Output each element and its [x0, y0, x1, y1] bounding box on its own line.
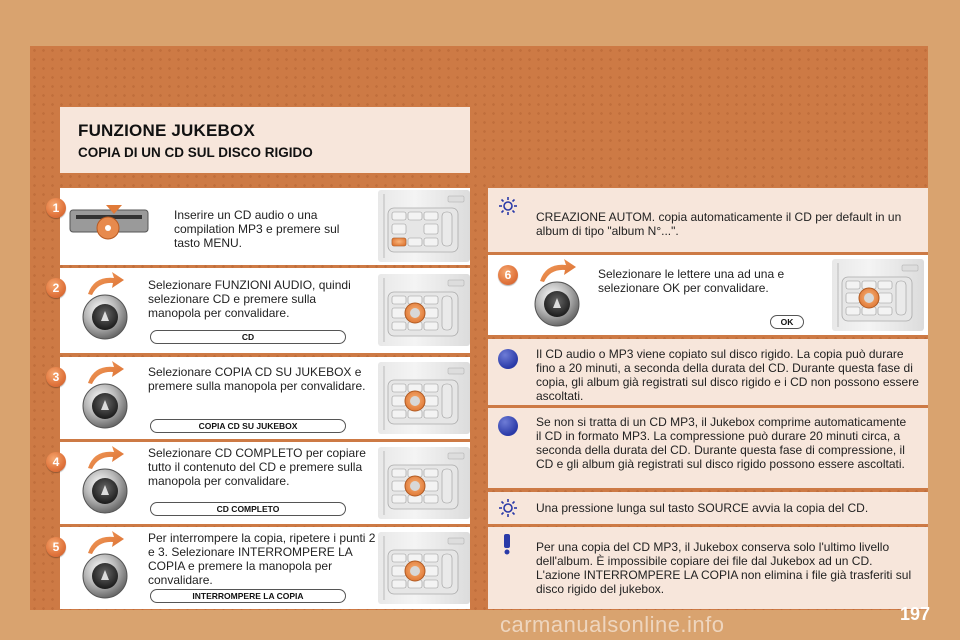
note-text: Se non si tratta di un CD MP3, il Jukebox comprime automaticamente il CD in formato MP3. La compressione può durare 20 minuti circa, a seconda della durata del CD. Durante questa fase di compressione, il CD e gli album già registrati sul disco rigido possono essere ascoltati.: [536, 415, 907, 471]
step-text: Per interrompere la copia, ripetere i punti 2 e 3. Selezionare INTERROMPERE LA COPIA e premere la manopola per convalidare.: [148, 531, 376, 587]
curved-arrow-icon: [84, 359, 126, 385]
page-subtitle: COPIA DI UN CD SUL DISCO RIGIDO: [78, 145, 313, 160]
step-number-badge: 6: [498, 265, 518, 285]
curved-arrow-icon: [84, 444, 126, 470]
step-number-badge: 2: [46, 278, 66, 298]
rotary-knob-icon: [82, 383, 128, 429]
radio-panel-image: [378, 362, 470, 434]
command-label: INTERROMPERE LA COPIA: [150, 589, 346, 603]
step-number-badge: 4: [46, 452, 66, 472]
command-label: CD: [150, 330, 346, 344]
rotary-knob-icon: [82, 294, 128, 340]
note-text: Per una copia del CD MP3, il Jukebox conserva solo l'ultimo livello dell'album. È impossibile copiare dei file dal Jukebox ad un CD. L'azione INTERROMPERE LA COPIA non elimina i file già trasferiti sul disco rigido del jukebox.: [536, 540, 912, 596]
step-text: Selezionare FUNZIONI AUDIO, quindi selezionare CD e premere sulla manopola per convalidare.: [148, 278, 351, 320]
step-card-5: [52, 527, 470, 609]
step-card-4: [52, 442, 470, 524]
title-box: [60, 107, 470, 173]
step-number-badge: 1: [46, 198, 66, 218]
note-card-auto: [488, 188, 928, 252]
curved-arrow-icon: [84, 529, 126, 555]
radio-panel-image: [378, 274, 470, 346]
command-label: COPIA CD SU JUKEBOX: [150, 419, 346, 433]
step-text: Selezionare le lettere una ad una e selezionare OK per convalidare.: [598, 267, 785, 295]
step-text: Selezionare COPIA CD SU JUKEBOX e premere sulla manopola per convalidare.: [148, 365, 366, 393]
note-card-source: [488, 492, 928, 524]
sun-icon: [498, 498, 518, 518]
rotary-knob-icon: [534, 281, 580, 327]
curved-arrow-icon: [536, 257, 578, 283]
sun-icon: [498, 196, 518, 216]
rotary-knob-icon: [82, 468, 128, 514]
step-card-6: [488, 255, 928, 335]
info-dot-icon: [498, 349, 518, 369]
curved-arrow-icon: [84, 270, 126, 296]
page-title: FUNZIONE JUKEBOX: [78, 121, 255, 140]
note-card-copied: [488, 339, 928, 405]
note-text: Una pressione lunga sul tasto SOURCE avvia la copia del CD.: [536, 501, 869, 515]
note-text: CREAZIONE AUTOM. copia automaticamente il CD per default in un album di tipo "album N°...".: [536, 210, 902, 238]
step-text: Inserire un CD audio o una compilation MP3 e premere sul tasto MENU.: [174, 208, 340, 250]
step-card-1: [52, 188, 470, 265]
radio-panel-image: [378, 532, 470, 604]
step-number-badge: 3: [46, 367, 66, 387]
radio-panel-image: [832, 259, 924, 331]
step-text: Selezionare CD COMPLETO per copiare tutto il contenuto del CD e premere sulla manopola per convalidare.: [148, 446, 366, 488]
step-card-3: [52, 357, 470, 439]
exclamation-icon: [500, 533, 514, 555]
page-number: 197: [899, 604, 930, 624]
note-text: Il CD audio o MP3 viene copiato sul disco rigido. La copia può durare fino a 20 minuti, a seconda della durata del CD. Durante questa fase di copia, gli album già registrati sul disco rigido e i CD non possono essere ascoltati.: [536, 347, 919, 403]
step-number-badge: 5: [46, 537, 66, 557]
info-dot-icon: [498, 416, 518, 436]
radio-panel-image: [378, 190, 470, 262]
step-card-2: [52, 268, 470, 353]
command-label: CD COMPLETO: [150, 502, 346, 516]
rotary-knob-icon: [82, 553, 128, 599]
radio-panel-image: [378, 447, 470, 519]
command-label: OK: [770, 315, 804, 329]
note-card-warning: [488, 527, 928, 609]
note-card-non-mp3: [488, 408, 928, 488]
cd-slot-icon: [68, 204, 152, 240]
watermark: carmanualsonline.info: [500, 612, 725, 637]
